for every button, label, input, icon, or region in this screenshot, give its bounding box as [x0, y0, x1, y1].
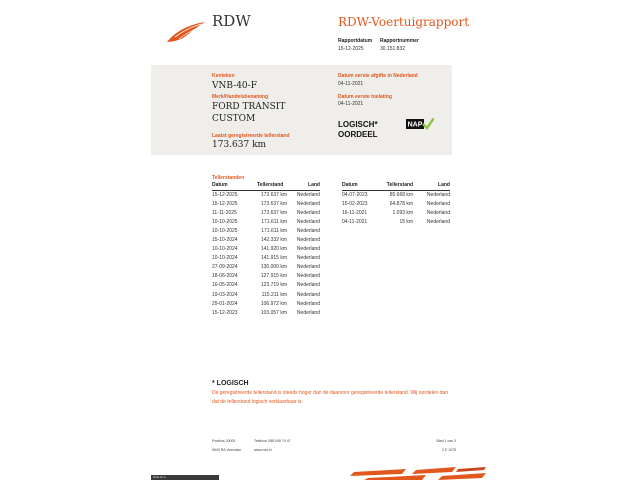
- row-country: Nederland: [296, 291, 320, 298]
- row-country: Nederland: [296, 237, 320, 244]
- row-country: Nederland: [296, 227, 320, 234]
- report-date: 15-12-2025: [338, 46, 364, 52]
- readings-table-right: [342, 182, 450, 226]
- page-number: Blad 1 van 3: [436, 439, 456, 443]
- table-row: [212, 272, 320, 281]
- row-reading: 173.637 km: [260, 200, 287, 207]
- row-reading: 15 km: [399, 218, 414, 225]
- note-text: De geregistreerde tellerstand is steeds hoger dan de daarvoor geregistreerde tellerstand. Wij oordelen dan dat de tellerstand logisch verklaarbaar is.: [212, 390, 448, 405]
- row-date: 29-01-2024: [212, 300, 238, 307]
- table-row: [212, 190, 320, 199]
- row-reading: 171.611 km: [261, 227, 287, 234]
- row-date: 15-02-2023: [342, 200, 368, 207]
- make-line-2: CUSTOM: [212, 114, 256, 124]
- first-issue-label: Datum eerste afgifte in Nederland: [338, 73, 418, 79]
- table-row: [342, 190, 450, 199]
- row-country: Nederland: [426, 209, 450, 216]
- row-date: 10-10-2024: [212, 255, 238, 262]
- footer-address: [212, 437, 241, 455]
- row-date: 10-10-2024: [212, 246, 238, 253]
- row-reading: 141.920 km: [260, 246, 287, 253]
- footer-address-line-2: 9640 RA Veendam: [212, 448, 242, 452]
- row-reading: 171.611 km: [261, 218, 287, 225]
- footer-web-link[interactable]: www.rdw.nl: [254, 448, 272, 452]
- report-number: 30.151.832: [380, 46, 406, 52]
- table-row: [212, 208, 320, 217]
- last-reading-label: Laatst geregistreerde tellerstand: [212, 133, 290, 139]
- table-row: [342, 217, 450, 226]
- row-reading: 123.719 km: [260, 282, 287, 289]
- row-country: Nederland: [296, 246, 320, 253]
- ribbon-label: Rdw-tk.nl: [151, 475, 219, 480]
- row-country: Nederland: [296, 264, 320, 271]
- column-header-date: Datum: [342, 182, 387, 190]
- row-country: Nederland: [296, 209, 320, 216]
- row-reading: 130.000 km: [260, 264, 287, 271]
- table-row: [212, 308, 320, 317]
- last-reading-value: 173.637 km: [212, 140, 267, 150]
- row-date: 19-03-2024: [212, 291, 238, 298]
- column-header-country: Land: [287, 182, 320, 190]
- readings-title: Tellerstanden: [212, 175, 245, 181]
- make-label: Merk/Handelsbenaming: [212, 94, 269, 100]
- first-issue-date: 04-11-2021: [338, 81, 364, 87]
- table-header-row: [342, 182, 450, 190]
- row-country: Nederland: [296, 309, 320, 316]
- row-country: Nederland: [296, 282, 320, 289]
- footer-page-info: [420, 437, 456, 455]
- footer-phone: Telefoon 088 008 74 47: [254, 439, 291, 443]
- table-row: [212, 254, 320, 263]
- row-reading: 103.057 km: [260, 309, 287, 316]
- column-header-country: Land: [413, 182, 450, 190]
- column-header-reading: Tellerstand: [386, 182, 414, 189]
- table-header-row: [212, 182, 320, 190]
- row-date: 15-10-2024: [212, 237, 238, 244]
- table-row: [342, 199, 450, 208]
- row-date: 04-07-2023: [342, 191, 368, 198]
- table-row: [212, 235, 320, 244]
- table-row: [212, 290, 320, 299]
- report-date-block: [338, 38, 372, 52]
- row-country: Nederland: [296, 191, 320, 198]
- row-reading: 127.915 km: [260, 273, 287, 280]
- footer-address-line-1: Postbus 30000: [212, 439, 236, 443]
- row-date: 16-11-2021: [342, 209, 368, 216]
- row-country: Nederland: [296, 273, 320, 280]
- verdict-line-2: OORDEEL: [338, 130, 378, 139]
- row-reading: 141.915 km: [260, 255, 287, 262]
- row-country: Nederland: [426, 200, 450, 207]
- row-date: 04-11-2021: [342, 218, 368, 225]
- row-country: Nederland: [426, 218, 450, 225]
- row-reading: 1.093 km: [392, 209, 414, 216]
- row-country: Nederland: [426, 191, 450, 198]
- table-row: [212, 263, 320, 272]
- row-reading: 173.637 km: [260, 191, 287, 198]
- column-header-date: Datum: [212, 182, 257, 190]
- row-date: 15-12-2025: [212, 200, 238, 207]
- row-reading: 173.637 km: [260, 209, 287, 216]
- row-country: Nederland: [296, 300, 320, 307]
- row-country: Nederland: [296, 255, 320, 262]
- row-date: 11-11-2025: [212, 209, 237, 216]
- first-admission-date: 04-11-2021: [338, 101, 364, 107]
- row-date: 10-10-2025: [212, 227, 238, 234]
- table-row: [212, 217, 320, 226]
- footer-contact: [254, 437, 291, 455]
- table-row: [342, 208, 450, 217]
- row-date: 10-10-2025: [212, 218, 238, 225]
- row-country: Nederland: [296, 218, 320, 225]
- row-date: 27-09-2024: [212, 264, 238, 271]
- decorative-stripes: [346, 466, 486, 480]
- table-row: [212, 226, 320, 235]
- row-country: Nederland: [296, 200, 320, 207]
- readings-table-left: [212, 182, 320, 317]
- report-number-label: Rapportnummer: [380, 38, 419, 44]
- brand-name: RDW: [212, 12, 251, 30]
- note-title: * LOGISCH: [212, 380, 249, 387]
- plate-value: VNB-40-F: [212, 81, 257, 91]
- row-reading: 85.668 km: [389, 191, 414, 198]
- verdict: [338, 120, 378, 140]
- first-admission-label: Datum eerste toelating: [338, 94, 392, 100]
- table-row: [212, 245, 320, 254]
- row-reading: 142.332 km: [260, 237, 287, 244]
- verdict-line-1: LOGISCH*: [338, 120, 378, 129]
- nap-label: NAP: [407, 121, 423, 129]
- report-title: RDW-Voertuigrapport: [338, 15, 470, 29]
- rdw-logo-icon: [165, 20, 207, 44]
- row-date: 18-06-2024: [212, 273, 238, 280]
- document-code: 2 E 1078: [441, 448, 456, 452]
- row-reading: 115.211 km: [261, 291, 287, 298]
- row-reading: 106.972 km: [260, 300, 287, 307]
- row-reading: 64.878 km: [389, 200, 414, 207]
- report-number-block: [380, 38, 419, 52]
- table-row: [212, 299, 320, 308]
- table-row: [212, 281, 320, 290]
- report-date-label: Rapportdatum: [338, 38, 373, 44]
- row-date: 15-12-2023: [212, 309, 238, 316]
- row-date: 16-05-2024: [212, 282, 238, 289]
- nap-check-icon: [406, 118, 434, 130]
- table-row: [212, 199, 320, 208]
- make-line-1: FORD TRANSIT: [212, 102, 286, 112]
- plate-label: Kenteken: [212, 73, 235, 79]
- row-date: 15-12-2025: [212, 191, 238, 198]
- column-header-reading: Tellerstand: [257, 182, 287, 190]
